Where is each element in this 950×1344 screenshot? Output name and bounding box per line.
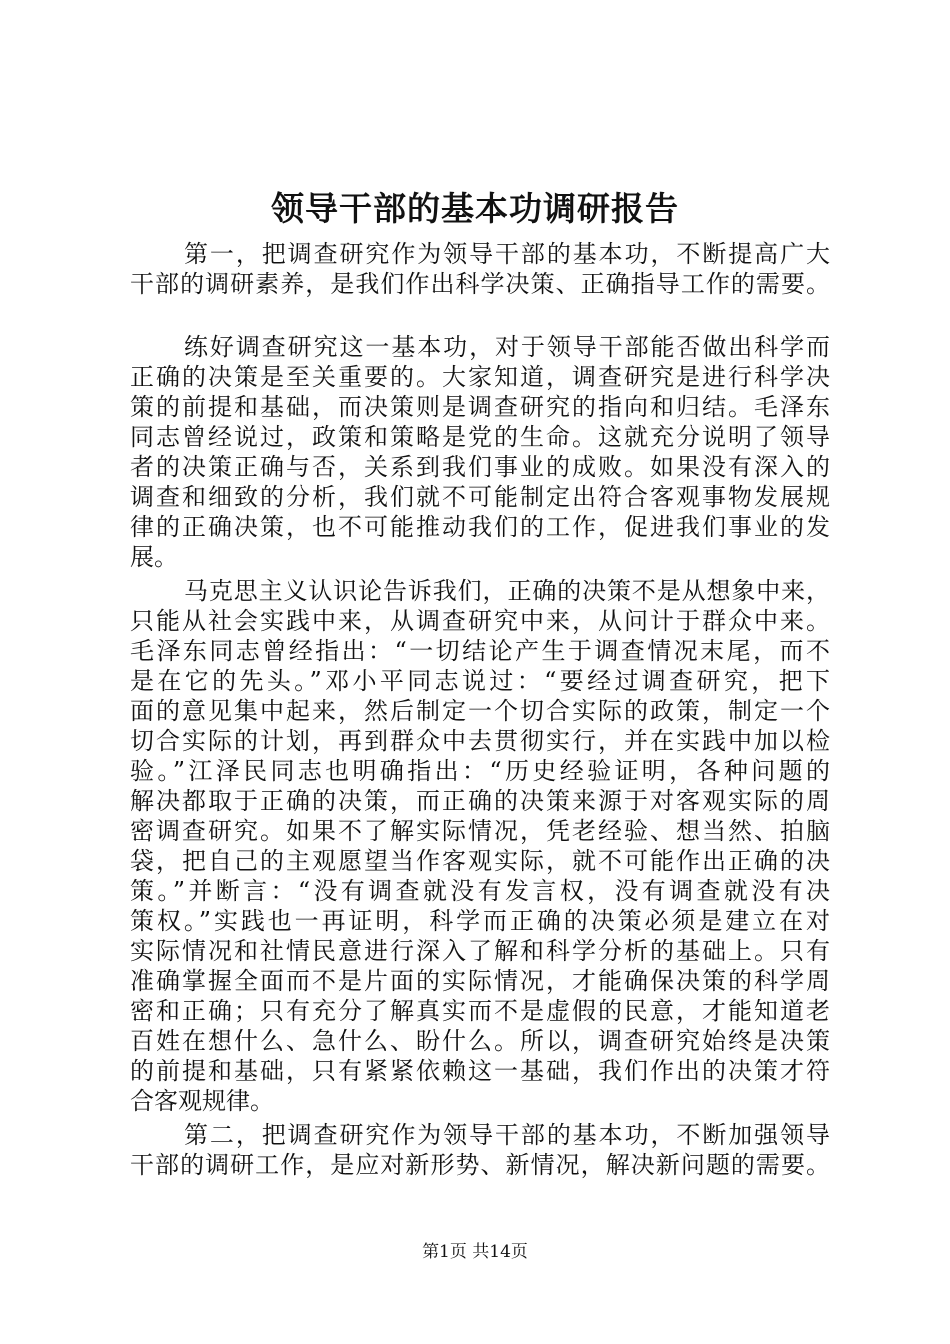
text-line: 百姓在想什么、急什么、盼什么。所以，调查研究始终是决策 <box>130 1027 830 1055</box>
text-line: 解决都取于正确的决策，而正确的决策来源于对客观实际的周 <box>130 787 830 815</box>
text-line: 策。”并断言：“没有调查就没有发言权，没有调查就没有决 <box>130 877 830 905</box>
document-title: 领导干部的基本功调研报告 <box>271 189 679 228</box>
page-number-footer: 第1页 共14页 <box>422 1242 528 1262</box>
text-line: 干部的调研素养，是我们作出科学决策、正确指导工作的需要。 <box>130 270 830 298</box>
text-line: 袋，把自己的主观愿望当作客观实际，就不可能作出正确的决 <box>130 847 830 875</box>
text-line: 第一，把调查研究作为领导干部的基本功，不断提高广大 <box>184 240 830 268</box>
text-line: 毛泽东同志曾经指出：“一切结论产生于调查情况末尾，而不 <box>130 637 830 665</box>
text-line: 练好调查研究这一基本功，对于领导干部能否做出科学而 <box>184 333 830 361</box>
text-line: 验。”江泽民同志也明确指出：“历史经验证明，各种问题的 <box>130 757 830 785</box>
text-line: 实际情况和社情民意进行深入了解和科学分析的基础上。只有 <box>130 937 830 965</box>
text-line: 准确掌握全面而不是片面的实际情况，才能确保决策的科学周 <box>130 967 830 995</box>
text-line: 律的正确决策，也不可能推动我们的工作，促进我们事业的发 <box>130 513 830 541</box>
text-line: 面的意见集中起来，然后制定一个切合实际的政策，制定一个 <box>130 697 830 725</box>
text-line: 者的决策正确与否，关系到我们事业的成败。如果没有深入的 <box>130 453 830 481</box>
text-line: 只能从社会实践中来，从调查研究中来，从问计于群众中来。 <box>130 607 830 635</box>
text-line: 策权。”实践也一再证明，科学而正确的决策必须是建立在对 <box>130 907 830 935</box>
text-line: 正确的决策是至关重要的。大家知道，调查研究是进行科学决 <box>130 363 830 391</box>
text-line: 同志曾经说过，政策和策略是党的生命。这就充分说明了领导 <box>130 423 830 451</box>
text-line: 的前提和基础，只有紧紧依赖这一基础，我们作出的决策才符 <box>130 1057 830 1085</box>
text-line: 合客观规律。 <box>130 1087 274 1115</box>
text-line: 调查和细致的分析，我们就不可能制定出符合客观事物发展规 <box>130 483 830 511</box>
text-line: 干部的调研工作，是应对新形势、新情况，解决新问题的需要。 <box>130 1151 830 1179</box>
text-line: 是在它的先头。”邓小平同志说过：“要经过调查研究，把下 <box>130 667 830 695</box>
text-line: 密调查研究。如果不了解实际情况，凭老经验、想当然、拍脑 <box>130 817 830 845</box>
text-line: 展。 <box>130 543 178 571</box>
text-line: 第二，把调查研究作为领导干部的基本功，不断加强领导 <box>184 1121 830 1149</box>
text-line: 密和正确；只有充分了解真实而不是虚假的民意，才能知道老 <box>130 997 830 1025</box>
text-line: 切合实际的计划，再到群众中去贯彻实行，并在实践中加以检 <box>130 727 830 755</box>
text-line: 策的前提和基础，而决策则是调查研究的指向和归结。毛泽东 <box>130 393 830 421</box>
text-line: 马克思主义认识论告诉我们，正确的决策不是从想象中来， <box>184 577 830 605</box>
